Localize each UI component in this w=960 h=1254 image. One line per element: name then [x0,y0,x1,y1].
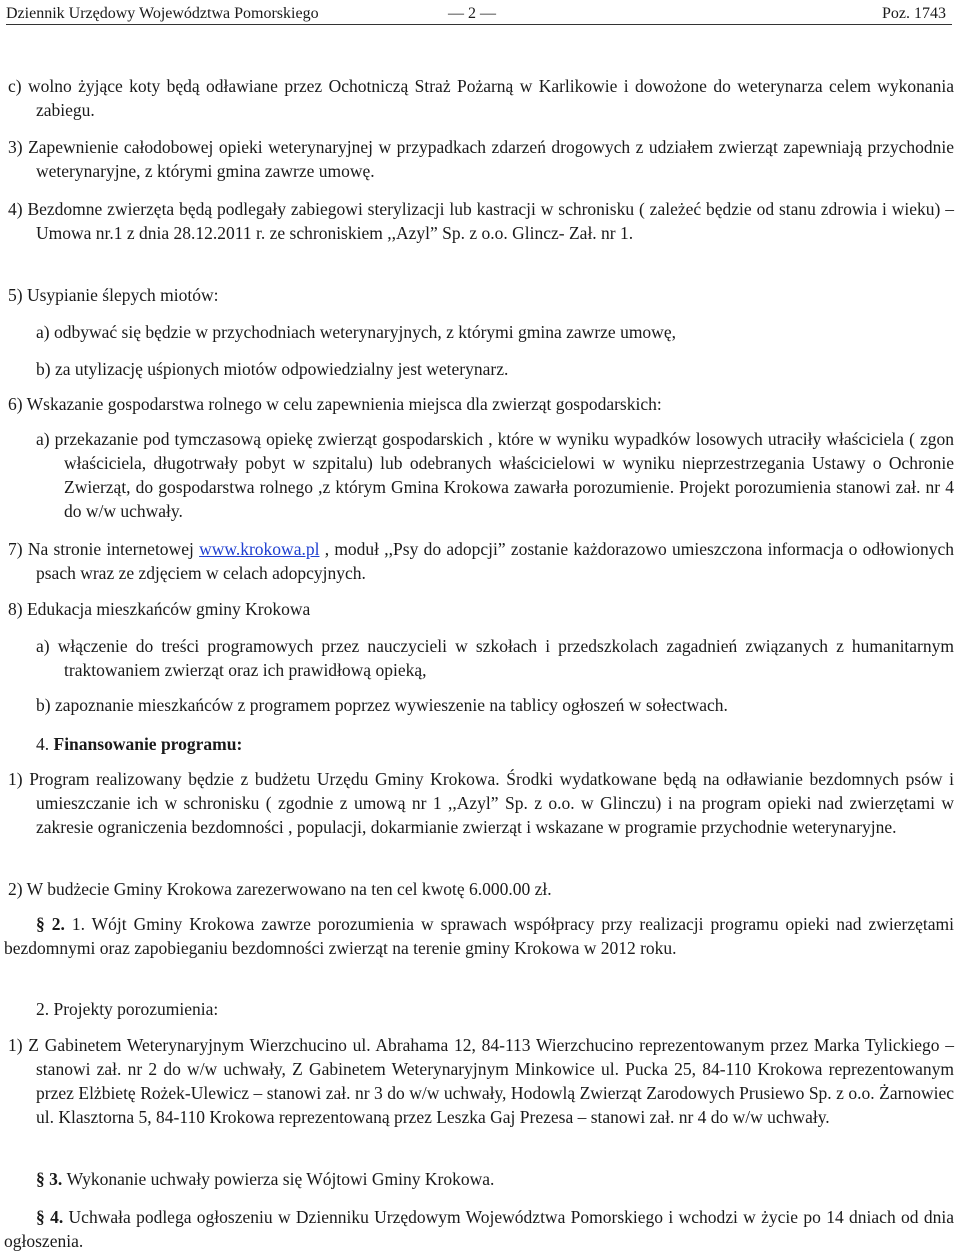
page-header [6,2,952,25]
item-5a-paragraph: a) odbywać się będzie w przychodniach weterynaryjnych, z którymi gmina zawrze umowę, [36,322,676,342]
financing-item-1: 1) Program realizowany będzie z budżetu Urzędu Gminy Krokowa. Środki wydatkowane będą na odławianie bezdomnych psów i umieszczanie ich w schronisku ( zgodnie z umową nr 1 ,,Azyl” Sp. z o.o. w Glinczu) i na program opieki nad zwierzętami w zakresie ograniczenia bezdomności , populacji, dokarmianie zwierząt i wskazane w programie przychodnie weterynaryjne. [8,769,954,837]
item-7-paragraph [8,537,955,585]
financing-item-2: 2) W budżecie Gminy Krokowa zarezerwowano na ten cel kwotę 6.000.00 zł. [8,879,552,899]
paragraph-3 [36,1167,954,1191]
page-number: — 2 — [448,5,496,22]
item-7-text-end: , moduł ,,Psy do adopcji” zostanie każdorazowo umieszczona informacja o odłowionych psach wraz ze zdjęciem w celach adopcyjnych. [36,539,955,583]
paragraph-2-text: 1. Wójt Gminy Krokowa zawrze porozumienia w sprawach współpracy przy realizacji programu opieki nad zwierzętami bezdomnymi oraz zapobieganiu bezdomności zwierząt na terenie gminy Krokowa w 2012 roku. [4,914,954,958]
position-number: Poz. 1743 [882,5,946,22]
section-4-heading [36,732,954,756]
item-8-heading: 8) Edukacja mieszkańców gminy Krokowa [8,599,311,619]
item-c-paragraph: c) wolno żyjące koty będą odławiane przez Ochotniczą Straż Pożarną w Karlikowie i dowożone do weterynarza celem wykonania zabiegu. [8,76,954,120]
item-7-text-start: 7) Na stronie internetowej [8,539,200,559]
item-4-paragraph: 4) Bezdomne zwierzęta będą podlegały zabiegowi sterylizacji lub kastracji w schronisku ( zależeć będzie od stanu zdrowia i wieku) – Umowa nr.1 z dnia 28.12.2011 r. ze schroniskiem ,,Azyl” Sp. z o.o. Glincz- Zał. nr 1. [8,199,954,243]
paragraph-4-text: Uchwała podlega ogłoszeniu w Dzienniku Urzędowym Województwa Pomorskiego i wchodzi w życie po 14 dniach od dnia ogłoszenia. [4,1207,954,1251]
website-link[interactable]: www.krokowa.pl [199,539,320,559]
item-3-paragraph: 3) Zapewnienie całodobowej opieki weterynaryjnej w przypadkach zdarzeń drogowych z udziałem zwierząt zapewniają przychodnie weterynaryjne, z którymi gmina zawrze umowę. [8,137,954,181]
paragraph-4 [4,1205,954,1253]
paragraph-3-text: Wykonanie uchwały powierza się Wójtowi Gminy Krokowa. [66,1169,495,1189]
paragraph-4-number: § 4. [36,1207,69,1227]
paragraph-3-number: § 3. [36,1169,67,1189]
journal-title: Dziennik Urzędowy Województwa Pomorskiego [6,5,319,22]
item-6-heading: 6) Wskazanie gospodarstwa rolnego w celu zapewnienia miejsca dla zwierząt gospodarskich: [8,394,662,414]
section-4-number: 4. [36,734,54,754]
paragraph-2-number: § 2. [36,914,72,934]
agreements-heading: 2. Projekty porozumienia: [36,999,219,1019]
item-5b-paragraph: b) za utylizację uśpionych miotów odpowiedzialny jest weterynarz. [36,359,509,379]
item-6a-paragraph: a) przekazanie pod tymczasową opiekę zwierząt gospodarskich , które w wyniku wypadków losowych utraciły właściciela ( zgon właściciela, długotrwały pobyt w szpitalu) lub odebranych właścicielowi w wyniku nieprzestrzegania Ustawy o Ochronie Zwierząt, do gospodarstwa rolnego ,z którym Gmina Krokowa zawarła porozumienie. Projekt porozumienia stanowi zał. nr 4 do w/w uchwały. [36,429,954,521]
section-4-title: Finansowanie programu: [53,734,243,754]
agreements-item-1: 1) Z Gabinetem Weterynaryjnym Wierzchucino ul. Abrahama 12, 84-113 Wierzchucino reprezentowanym przez Marka Tylickiego – stanowi zał. nr 2 do w/w uchwały, Z Gabinetem Weterynaryjnym Minkowice ul. Pucka 25, 84-110 Krokowa reprezentowanym przez Elżbietę Rożek-Ulewicz – stanowi zał. nr 3 do w/w uchwały, Hodowlą Zwierząt Zarodowych Prusiewo Sp. z o.o. Żarnowiec ul. Klasztorna 5, 84-110 Krokowa reprezentowaną przez Leszka Gaj Prezesa – stanowi zał. nr 4 do w/w uchwały. [8,1035,954,1127]
item-5-heading: 5) Usypianie ślepych miotów: [8,285,219,305]
paragraph-2 [4,912,954,960]
item-8b-paragraph: b) zapoznanie mieszkańców z programem poprzez wywieszenie na tablicy ogłoszeń w sołectwach. [36,695,728,715]
item-8a-paragraph: a) włączenie do treści programowych przez nauczycieli w szkołach i przedszkolach zagadnień związanych z humanitarnym traktowaniem zwierząt oraz ich prawidłową opieką, [36,636,954,680]
